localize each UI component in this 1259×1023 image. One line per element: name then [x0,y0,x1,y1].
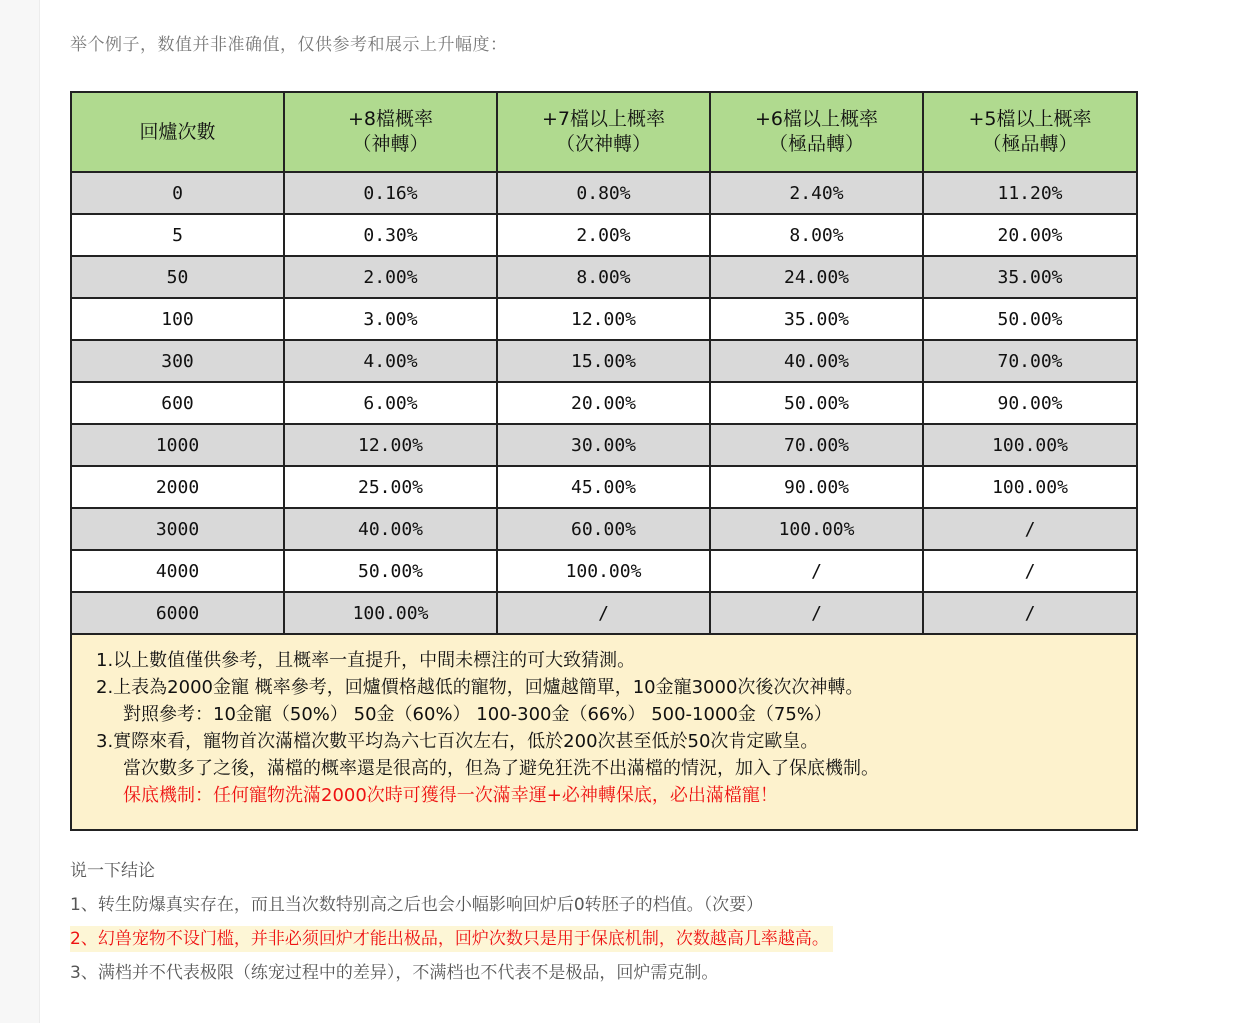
table-row [71,592,1137,634]
cell-probability: / [923,592,1137,634]
cell-probability: 50.00% [284,550,497,592]
table-row [71,298,1137,340]
header-plus8: +8檔概率 （神轉） [284,92,497,172]
notes-row [71,634,1137,830]
cell-probability: 30.00% [497,424,710,466]
conclusion-item-2-highlighted: 2、幻兽宠物不设门槛，并非必须回炉才能出极品，回炉次数只是用于保底机制，次数越高几率越高。 [70,926,833,952]
conclusion-item-3: 3、满档并不代表极限（练宠过程中的差异），不满档也不代表不是极品，回炉需克制。 [70,963,719,983]
table-row [71,508,1137,550]
table-row [71,382,1137,424]
cell-probability: 12.00% [497,298,710,340]
cell-recycle-count: 100 [71,298,284,340]
table-row [71,172,1137,214]
cell-probability: 0.30% [284,214,497,256]
cell-probability: / [710,550,923,592]
note-2-reference: 對照參考：10金寵（50%） 50金（60%） 100-300金（66%） 500-1000金（75%） [123,704,832,725]
cell-probability: 35.00% [710,298,923,340]
cell-probability: 0.16% [284,172,497,214]
cell-recycle-count: 4000 [71,550,284,592]
cell-probability: 90.00% [710,466,923,508]
table-row [71,340,1137,382]
header-plus5: +5檔以上概率 （極品轉） [923,92,1137,172]
cell-recycle-count: 600 [71,382,284,424]
cell-probability: 12.00% [284,424,497,466]
cell-probability: 100.00% [710,508,923,550]
cell-probability: 4.00% [284,340,497,382]
cell-probability: 70.00% [923,340,1137,382]
cell-probability: 100.00% [923,466,1137,508]
table-row [71,256,1137,298]
cell-probability: 40.00% [710,340,923,382]
cell-probability: 100.00% [923,424,1137,466]
cell-probability: 2.00% [284,256,497,298]
cell-probability: 0.80% [497,172,710,214]
cell-recycle-count: 1000 [71,424,284,466]
table-row [71,214,1137,256]
cell-probability: 90.00% [923,382,1137,424]
cell-probability: / [497,592,710,634]
note-3-cont: 當次數多了之後，滿檔的概率還是很高的，但為了避免狂洗不出滿檔的情況，加入了保底機制。 [123,758,879,779]
header-plus7: +7檔以上概率 （次神轉） [497,92,710,172]
left-rail [0,0,40,1023]
cell-probability: 100.00% [497,550,710,592]
cell-probability: 20.00% [497,382,710,424]
cell-recycle-count: 300 [71,340,284,382]
cell-probability: 15.00% [497,340,710,382]
cell-recycle-count: 6000 [71,592,284,634]
conclusion-item-1: 1、转生防爆真实存在，而且当次数特别高之后也会小幅影响回炉后0转胚子的档值。（次要） [70,895,764,915]
note-1: 1.以上數值僅供參考，且概率一直提升，中間未標注的可大致猜測。 [96,650,636,671]
cell-probability: / [923,508,1137,550]
cell-probability: 20.00% [923,214,1137,256]
cell-probability: 35.00% [923,256,1137,298]
cell-probability: 50.00% [710,382,923,424]
cell-recycle-count: 50 [71,256,284,298]
cell-probability: 24.00% [710,256,923,298]
cell-recycle-count: 3000 [71,508,284,550]
note-3: 3.實際來看，寵物首次滿檔次數平均為六七百次左右，低於200次甚至低於50次肯定歐皇。 [96,731,819,752]
table-header-row [71,92,1137,172]
cell-probability: 6.00% [284,382,497,424]
table-row [71,550,1137,592]
conclusion-section [70,856,833,992]
cell-probability: 8.00% [710,214,923,256]
conclusion-title: 说一下结论 [70,861,155,881]
cell-recycle-count: 5 [71,214,284,256]
table-row [71,466,1137,508]
note-guarantee: 保底機制：任何寵物洗滿2000次時可獲得一次滿幸運+必神轉保底，必出滿檔寵！ [123,785,778,806]
cell-probability: 25.00% [284,466,497,508]
cell-probability: 60.00% [497,508,710,550]
note-2: 2.上表為2000金寵 概率參考，回爐價格越低的寵物，回爐越簡單，10金寵3000次後次次神轉。 [96,677,864,698]
cell-probability: 45.00% [497,466,710,508]
table-row [71,424,1137,466]
cell-probability: 40.00% [284,508,497,550]
cell-recycle-count: 2000 [71,466,284,508]
cell-probability: 100.00% [284,592,497,634]
cell-probability: 50.00% [923,298,1137,340]
cell-probability: 8.00% [497,256,710,298]
notes-box [71,634,1137,830]
cell-probability: 11.20% [923,172,1137,214]
cell-probability: 2.40% [710,172,923,214]
cell-probability: 3.00% [284,298,497,340]
header-plus6: +6檔以上概率 （極品轉） [710,92,923,172]
header-recycle-count: 回爐次數 [71,92,284,172]
cell-probability: / [923,550,1137,592]
intro-text: 举个例子，数值并非准确值，仅供参考和展示上升幅度： [70,35,508,55]
cell-probability: / [710,592,923,634]
cell-probability: 70.00% [710,424,923,466]
cell-probability: 2.00% [497,214,710,256]
probability-table [70,91,1138,831]
cell-recycle-count: 0 [71,172,284,214]
